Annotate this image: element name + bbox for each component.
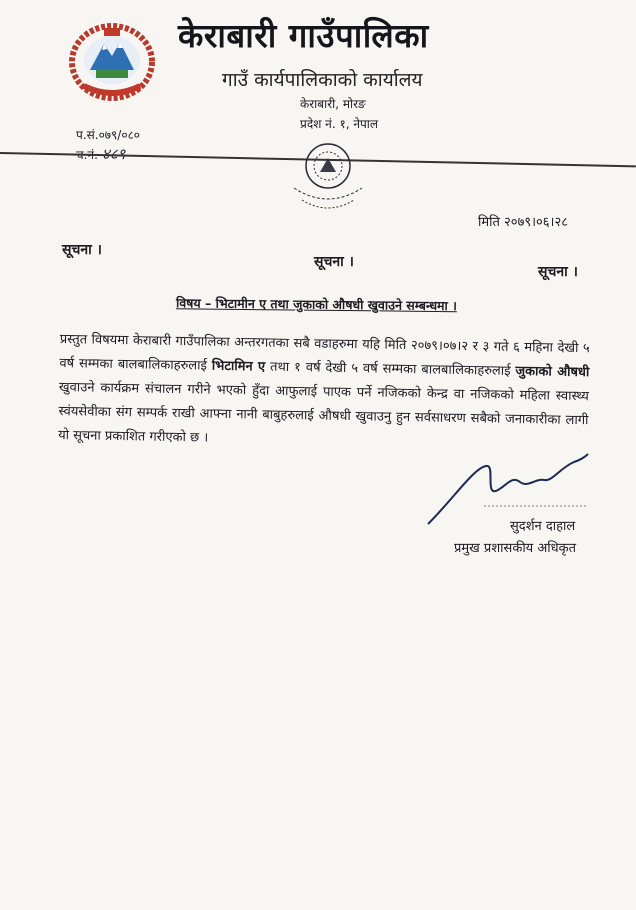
notice-heading-right: सूचना । xyxy=(538,264,578,280)
handwritten-signature-icon xyxy=(424,428,594,528)
signatory-title: प्रमुख प्रशासकीय अधिकृत xyxy=(454,541,577,556)
address-line-2: प्रदेश नं. १, नेपाल xyxy=(300,117,379,131)
ps-value: ०७९/०८० xyxy=(98,128,141,142)
address-line-1: केराबारी, मोरङ xyxy=(300,97,366,111)
office-stamp-icon xyxy=(284,128,372,218)
notice-heading-left: सूचना । xyxy=(62,242,102,258)
office-name: केराबारी गाउँपालिका xyxy=(178,16,429,55)
signatory-name: सुदर्शन दाहाल xyxy=(510,519,576,534)
body-bold-vitamin: भिटामिन ए xyxy=(211,358,266,375)
body-part-1: प्रस्तुत विषयमा केराबारी गाउँपालिका अन्तरगतका सबै वडाहरुमा यहि मिति २०७९।०७।२ र ३ गते ६ महिना देखी ५ वर्ष सम्मका बालबालिकाहरुलाई xyxy=(59,331,590,374)
body-part-2: तथा १ वर्ष देखी ५ वर्ष सम्मका बालबालिकाहरुलाई xyxy=(265,359,516,379)
ps-label: प.सं. xyxy=(76,128,99,142)
subject-line: विषय – भिटामीन ए तथा जुकाको औषधी खुवाउने सम्बन्धमा । xyxy=(175,295,457,314)
notice-heading-center: सूचना । xyxy=(314,254,354,270)
reference-block xyxy=(76,126,140,165)
office-subtitle: गाउँ कार्यपालिकाको कार्यालय xyxy=(222,69,423,91)
body-part-3: खुवाउने कार्यक्रम संचालन गरीने भएको हुँदा आफुलाई पाएक पर्ने नजिकको केन्द्र वा नजिकको महिला स्वास्थ्य स्वंयसेवीका संग सम्पर्क राखी आफ्ना नानी बाबुहरुलाई औषधी खुवाउनु हुन सर्वसाधरण सबैको जनाकारीका लागी यो सूचना प्रकाशित गरीएको छ । xyxy=(57,379,590,446)
notice-date: मिति २०७९।०६।२८ xyxy=(478,215,568,230)
nepal-emblem-icon xyxy=(66,20,158,102)
body-bold-deworm: जुकाको औषधी xyxy=(515,363,590,381)
